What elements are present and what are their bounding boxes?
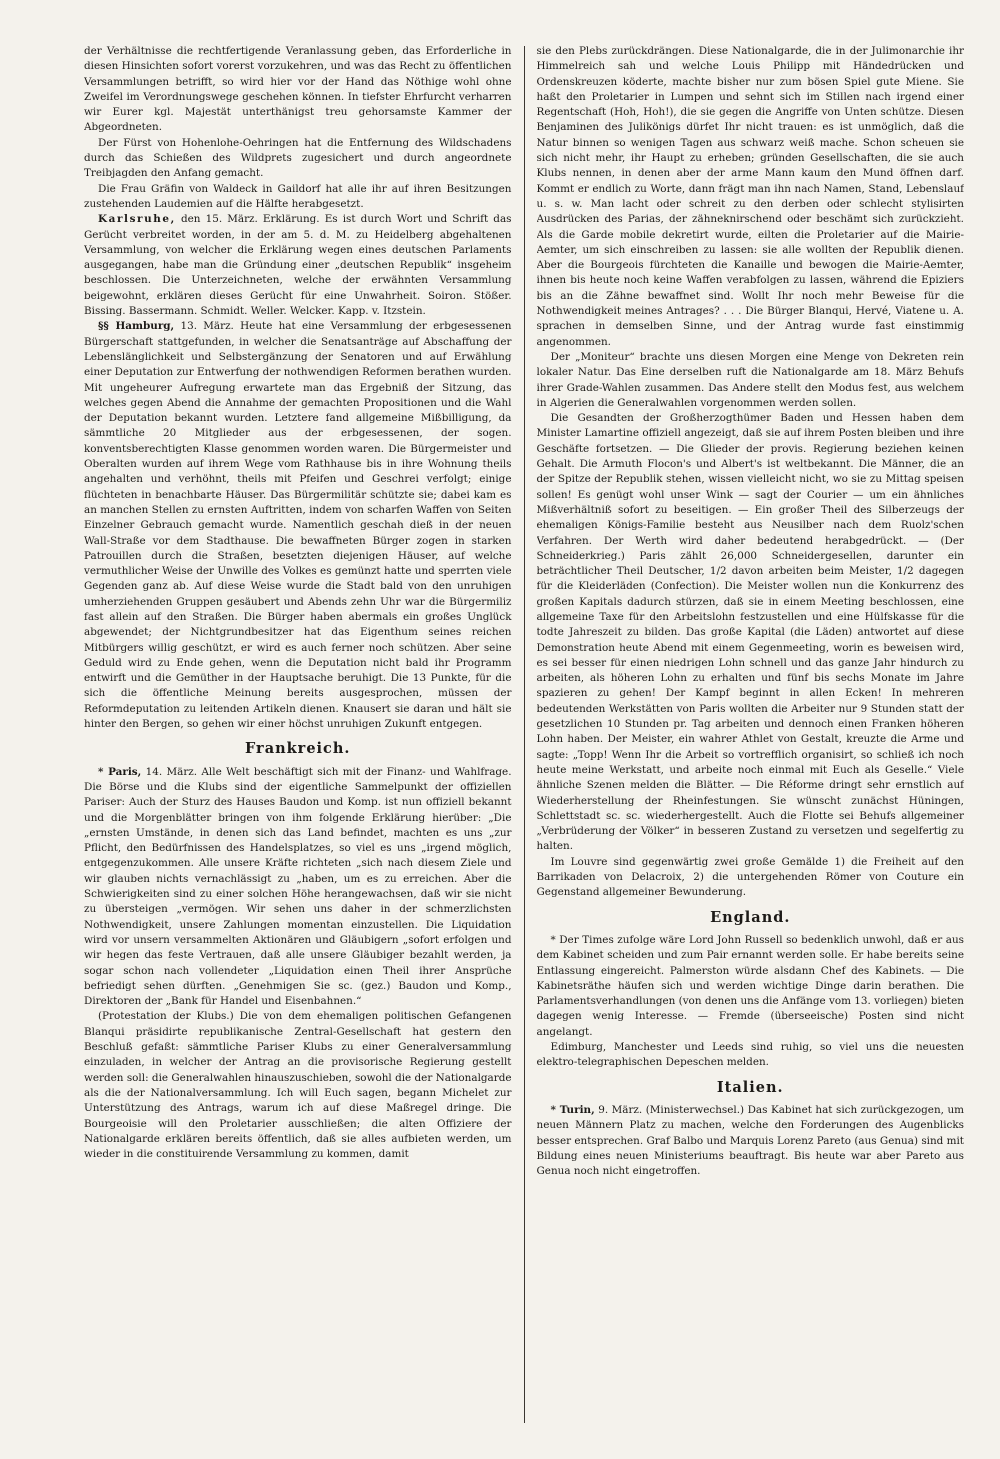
dateline-paris: * Paris, (98, 765, 142, 778)
article-hamburg-text: 13. März. Heute hat eine Versammlung der erbgesessenen Bürgerschaft stattgefunden, in welcher die Senatsanträge auf Abschaffung der Lebenslänglichkeit und Selbstergänzung der Senatoren und auf Erwählung einer Deputation zur Entwerfung der nothwendigen Reformen berathen wurden. Mit ungeheurer Aufregung erwartete man das Ergebniß der Sitzung, das welches gegen Abend die Annahme der gemachten Propositionen und die Wahl der Deputation bekannt wurden. Letztere fand allgemeine Mißbilligung, da sämmtliche 20 Mitglieder aus der erbgesessenen, der sogen. konventsberechtigten Klasse genommen worden waren. Die Bürgermeister und Oberalten wurden auf ihrem Wege vom Rathhause bis in ihre Wohnung theils angehalten und verhöhnt, theils mit Pfeifen und Geschrei verfolgt; einige flüchteten in benachbarte Häuser. Das Bürgermilitär schützte sie; dabei kam es an manchen Stellen zu ernsten Auftritten, indem von scharfen Waffen von Seiten Einzelner Gebrauch gemacht wurde. Namentlich geschah dieß in der neuen Wall-Straße vor dem Stadthause. Die bewaffneten Bürger zogen in starken Patrouillen durch die Straßen, besetzten diejenigen Häuser, auf welche vermuthlicher Weise der Unwille des Volkes es gemünzt hatte und sperrten viele Gegenden ganz ab. Auf diese Weise wurde die Stadt bald von den unruhigen umherziehenden Gruppen gesäubert und Abends zehn Uhr war die Bürgermiliz fast allein auf den Straßen. Die Bürger haben abermals ein großes Unglück abgewendet; der Nichtgrundbesitzer hat das Eigenthum seines reichen Mitbürgers willig geschützt, er wird es auch ferner noch schützen. Aber seine Geduld wird zu Ende gehen, wenn die Deputation nicht bald ihr Programm entwirft und die Gemüther in der Hauptsache beruhigt. Die 13 Punkte, für die sich die öffentliche Meinung bereits ausgesprochen, müssen der Reformdeputation zu leitenden Artikeln dienen. Knausert sie daran und hält sie hinter den Bergen, so gehen wir einer höchst unruhigen Zukunft entgegen. (84, 320, 512, 731)
article-protestation: (Protestation der Klubs.) Die von dem ehemaligen politischen Gefangenen Blanqui präsidirte republikanische Zentral-Gesellschaft hat gestern den Beschluß gefaßt: sämmtliche Pariser Klubs zu einer Generalversammlung einzuladen, in welcher der Antrag an die provisorische Regierung gestellt werden soll: die Generalwahlen hinauszuschieben, sowohl die der Nationalgarde als die der Nationalversammlung. Ich will Euch sagen, begann Michelet zur Unterstützung des Antrags, warum ich auf diese Maßregel dringe. Die Bourgeoisie will den Proletarier ausschließen; die alten Offiziere der Nationalgarde erklären bereits öffentlich, daß sie alles aufbieten werden, um wieder in die constituirende Versammlung zu kommen, damit (84, 1010, 512, 1161)
article-hohenlohe: Der Fürst von Hohenlohe-Oehringen hat die Entfernung des Wildschadens durch das Schießen des Wildprets zugesichert und durch angeordnete Treibjagden den Anfang gemacht. (84, 136, 512, 180)
article-waldeck: Die Frau Gräfin von Waldeck in Gaildorf hat alle ihr auf ihren Besitzungen zustehenden Laudemien auf die Hälfte herabgesetzt. (84, 182, 512, 210)
dateline-turin: * Turin, (550, 1103, 595, 1116)
section-heading-england: England. (710, 908, 791, 926)
article-louvre: Im Louvre sind gegenwärtig zwei große Gemälde 1) die Freiheit auf den Barrikaden von Delacroix, 2) die untergehenden Römer von Couture ein Gegenstand allgemeiner Bewunderung. (536, 855, 964, 899)
left-column (84, 44, 512, 1429)
article-paris (84, 765, 512, 1010)
article-gesandten: Die Gesandten der Großherzogthümer Baden und Hessen haben dem Minister Lamartine offiziell angezeigt, daß sie auf ihrem Posten bleiben und ihre Geschäfte fortsetzen. — Die Glieder der provis. Regierung beziehen keinen Gehalt. Die Armuth Flocon's und Albert's ist weltbekannt. Die Männer, die an der Spitze der Republik stehen, wissen vielleicht nicht, wo sie zu Mittag speisen sollen! Es genügt wohl unser Wink — sagt der Courier — um ein ähnliches Mißverhältniß sofort zu beseitigen. — Ein großer Theil des Silberzeugs der ehemaligen Königs-Familie besteht aus Neusilber nach dem Ruolz'schen Verfahren. Der Werth wird daher bedeutend herabgedrückt. — (Der Schneiderkrieg.) Paris zählt 26,000 Schneidergesellen, darunter ein beträchtlicher Theil Deutscher, 1/2 davon arbeiten beim Meister, 1/2 dagegen für die Kleiderläden (Confection). Die Meister wollen nun die Konkurrenz des großen Kapitals dadurch stürzen, daß sie in einem Meeting beschlossen, eine allgemeine Taxe für den Arbeitslohn festzustellen und eine Hülfskasse für die todte Jahreszeit zu bilden. Das große Kapital (die Läden) antwortet auf diese Demonstration heute Abend mit einem Gegenmeeting, worin es beweisen wird, es sei besser für einen niedrigen Lohn schnell und das ganze Jahr hindurch zu arbeiten, als höheren Lohn zu erhalten und fünf bis sechs Monate im Jahre spazieren zu gehen! Der Kampf beginnt in allen Ecken! In mehreren bedeutenden Werkstätten von Paris wollten die Arbeiter nur 9 Stunden statt der gesetzlichen 10 Stunden pr. Tag arbeiten und dennoch einen Franken höheren Lohn haben. Der Meister, ein wahrer Athlet von Gestalt, kreuzte die Arme und sagte: „Topp! Wenn Ihr die Arbeit so vortrefflich organisirt, so schließ ich noch heute meine Werkstatt, und arbeite noch einmal mit Euch als Geselle.“ Viele ähnliche Szenen melden die Blätter. — Die Réforme dringt sehr ernstlich auf Wiederherstellung der Rheinfestungen. Sie wünscht zunächst Hüningen, Schlettstadt sc. sc. wiederhergestellt. Auch die Flotte sei Behufs allgemeiner „Verbrüderung der Völker“ in besseren Zustand zu versetzen und segelfertig zu halten. (536, 412, 964, 853)
article-moniteur: Der „Moniteur“ brachte uns diesen Morgen eine Menge von Dekreten rein lokaler Natur. Das Eine derselben ruft die Nationalgarde am 18. März Behufs ihrer Grade-Wahlen zusammen. Das Andere stellt den Modus fest, aus welchem in Algerien die Generalwahlen vorgenommen werden sollen. (536, 350, 964, 409)
article-continuation-right: sie den Plebs zurückdrängen. Diese Nationalgarde, die in der Julimonarchie ihr Himmelreich sah und welche Louis Philipp mit Händedrücken und Ordenskreuzen köderte, machte bisher nur zum bösen Spiel gute Miene. Sie haßt den Proletarier in Lumpen und sehnt sich im Stillen nach irgend einer Regentschaft (Hoh, Hoh!), die sie gegen die Angriffe von Unten schütze. Diesen Benjaminen des Julikönigs dürfet Ihr nicht trauen: es ist unmöglich, daß die Natur binnen so wenigen Tagen aus schwarz weiß mache. Schon scheuen sie sich nicht mehr, ihr Haupt zu erheben; gründen Gesellschaften, die sie auch Klubs nennen, in denen aber der arme Mann kaum den Mund öffnen darf. Kommt er endlich zu Worte, dann frägt man ihn nach Namen, Stand, Lebenslauf u. s. w. Man lacht oder schreit zu den derben oder schlecht stylisirten Ausdrücken des Parias, der zähneknirschend oder beschämt sich zurückzieht. Als die Garde mobile dekretirt wurde, eilten die Proletarier auf die Mairie-Aemter, um sich einschreiben zu lassen: sie alle wollten der Republik dienen. Aber die Bourgeois fürchteten die Kanaille und bewogen die Mairie-Aemter, ihnen bis heute noch keine Waffen verabfolgen zu lassen, während die Epiziers bis an die Zähne bewaffnet sind. Wollt Ihr noch mehr Beweise für die Nothwendigkeit meines Antrages? . . . Die Bürger Blanqui, Hervé, Viatene u. A. sprachen in demselben Sinne, und der Antrag wurde fast einstimmig angenommen. (536, 45, 964, 348)
article-times: * Der Times zufolge wäre Lord John Russell so bedenklich unwohl, daß er aus dem Kabinet scheiden und zum Pair ernannt werden solle. Er habe bereits seine Entlassung eingereicht. Palmerston würde alsdann Chef des Kabinets. — Die Kabinetsräthe häufen sich und werden wichtige Dinge darin berathen. Die Parlamentsverhandlungen (von denen uns die Anfänge vom 13. vorliegen) bieten dagegen wenig Interesse. — Fremde (überseeische) Posten sind nicht angelangt. (536, 933, 964, 1038)
article-karlsruhe-text: den 15. März. Erklärung. Es ist durch Wort und Schrift das Gerücht verbreitet worden, in der am 5. d. M. zu Heidelberg abgehaltenen Versammlung, von welcher die Erklärung wegen eines deutschen Parlaments ausgegangen, habe man die Gründung einer „deutschen Republik“ insgeheim beschlossen. Die Unterzeichneten, welche der erwähnten Versammlung beigewohnt, erklären dieses Gerücht für eine Unwahrheit. Soiron. Stößer. Bissing. Bassermann. Schmidt. Weller. Welcker. Kapp. v. Itzstein. (84, 213, 512, 318)
article-paris-text: 14. März. Alle Welt beschäftigt sich mit der Finanz- und Wahlfrage. Die Börse und die Klubs sind der eigentliche Sammelpunkt der offiziellen Pariser: Auch der Sturz des Hauses Baudon und Komp. ist nun offiziell bekannt und die Morgenblätter bringen von ihm folgende Erklärung hierüber: „Die „ernsten Umstände, in denen sich das Land befindet, machten es uns „zur Pflicht, den Bedürfnissen des Handelsplatzes, so viel es uns „irgend möglich, entgegenzukommen. Alle unsere Kräfte richteten „sich nach diesem Ziele und wir glauben nichts vernachlässigt zu „haben, um es zu erreichen. Aber die Schwierigkeiten sind zu einer solchen Höhe herangewachsen, daß wir sie nicht zu übersteigen „vermögen. Wir sehen uns daher in der schmerzlichsten Nothwendigkeit, unsere Zahlungen momentan einzustellen. Die Liquidation wird vor unsern versammelten Aktionären und Gläubigern „sofort erfolgen und wir hegen das feste Vertrauen, daß alle unsere Gläubiger bezahlt werden, ja sogar schon nach vollendeter „Liquidation einen Theil ihrer Ansprüche befriedigt sehen dürften. „Genehmigen Sie sc. (gez.) Baudon und Komp., Direktoren der „Bank für Handel und Eisenbahnen.“ (84, 765, 512, 1008)
article-hamburg (84, 319, 512, 732)
dateline-hamburg: §§ Hamburg, (98, 320, 175, 333)
article-turin-text: 9. März. (Ministerwechsel.) Das Kabinet hat sich zurückgezogen, um neuen Männern Platz zu machen, welche den Forderungen des Augenblicks besser entsprechen. Graf Balbo und Marquis Lorenz Pareto (aus Genua) sind mit Bildung eines neuen Ministeriums beauftragt. Bis heute war aber Pareto aus Genua noch nicht eingetroffen. (536, 1103, 964, 1178)
article-continuation: der Verhältnisse die rechtfertigende Veranlassung geben, das Erforderliche in diesen Hinsichten sofort vorerst vorzukehren, und was das Recht zu öffentlichen Versammlungen betrifft, so wird hier vor der Hand das Nöthige wohl ohne Zweifel im Verordnungswege geschehen können. In tiefster Ehrfurcht verharren wir Eurer kgl. Majestät unterthänigst treu gehorsamste Kammer der Abgeordneten. (84, 45, 512, 134)
column-divider (524, 46, 525, 1423)
dateline-karlsruhe: Karlsruhe, (98, 213, 176, 226)
article-karlsruhe (84, 212, 512, 319)
section-heading-frankreich: Frankreich. (245, 740, 351, 758)
article-turin (537, 1103, 965, 1179)
section-heading-italien: Italien. (716, 1078, 784, 1096)
right-column (537, 44, 965, 1429)
article-edinburg: Edimburg, Manchester und Leeds sind ruhig, so viel uns die neuesten elektro-telegraphischen Depeschen melden. (536, 1041, 964, 1069)
